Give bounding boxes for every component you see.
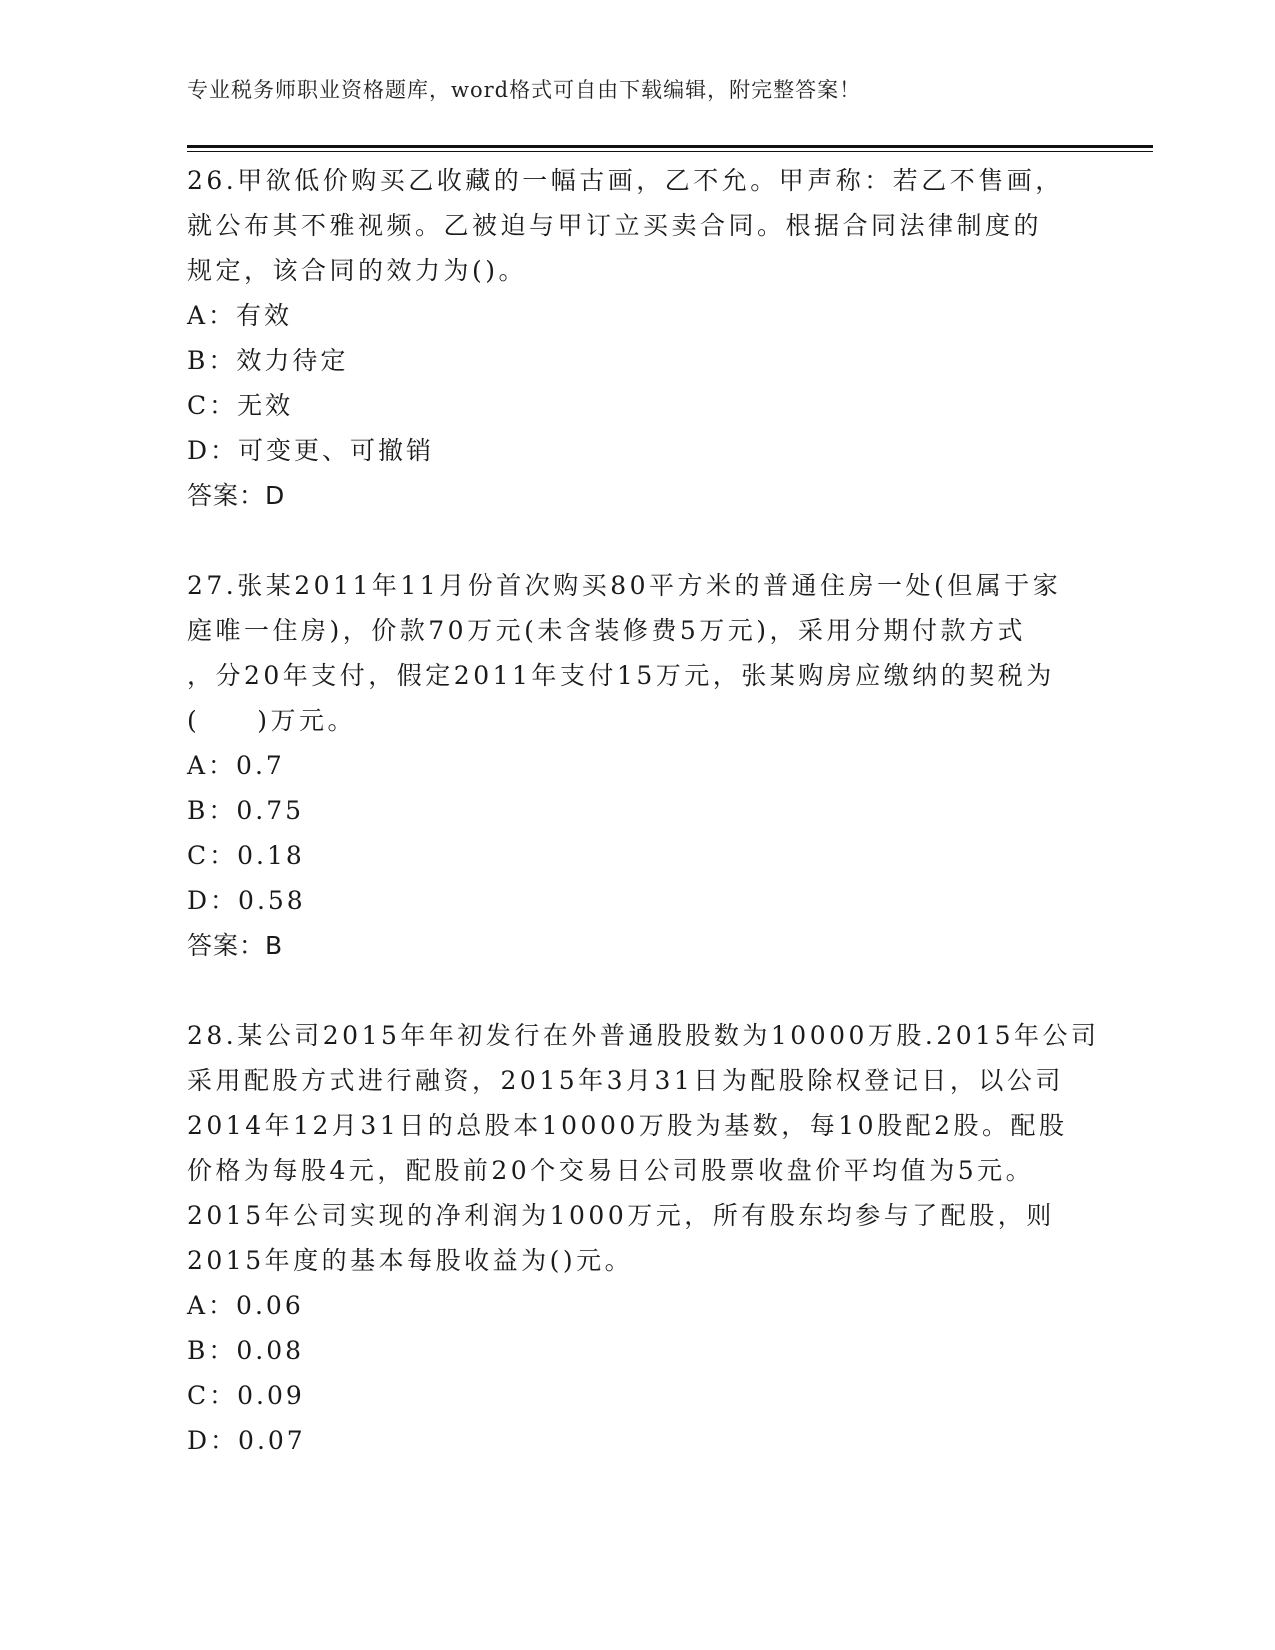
question-list	[187, 158, 1100, 1463]
question-line: 27.张某2011年11月份首次购买80平方米的普通住房一处(但属于家	[187, 571, 1062, 600]
question-line: 2015年度的基本每股收益为()元。	[187, 1246, 634, 1275]
question-27	[187, 563, 1087, 968]
answer-label: 答案：B	[187, 931, 284, 960]
option-d: D：0.58	[187, 886, 306, 915]
option-d: D：0.07	[187, 1426, 306, 1455]
option-b: B：0.75	[187, 796, 305, 825]
option-d: D：可变更、可撤销	[187, 436, 435, 465]
question-stem	[187, 158, 1087, 293]
question-line: 规定，该合同的效力为()。	[187, 256, 528, 285]
question-line: ，分20年支付，假定2011年支付15万元，张某购房应缴纳的契税为	[187, 661, 1055, 690]
question-line: 就公布其不雅视频。乙被迫与甲订立买卖合同。根据合同法律制度的	[187, 211, 1043, 240]
header-divider	[187, 145, 1153, 152]
question-stem	[187, 1013, 1100, 1283]
question-26	[187, 158, 1087, 518]
option-a: A：有效	[187, 301, 293, 330]
question-stem	[187, 563, 1087, 743]
question-line: 2015年公司实现的净利润为1000万元，所有股东均参与了配股，则	[187, 1201, 1055, 1230]
question-spacer	[187, 968, 1087, 1013]
option-c: C：0.18	[187, 841, 305, 870]
question-line: 庭唯一住房)，价款70万元(未含装修费5万元)，采用分期付款方式	[187, 616, 1026, 645]
option-c: C：0.09	[187, 1381, 305, 1410]
option-a: A：0.7	[187, 751, 285, 780]
question-spacer	[187, 518, 1087, 563]
question-line: 26.甲欲低价购买乙收藏的一幅古画，乙不允。甲声称：若乙不售画，	[187, 166, 1064, 195]
option-b: B：效力待定	[187, 346, 349, 375]
page-header: 专业税务师职业资格题库，word格式可自由下载编辑，附完整答案！	[187, 78, 862, 102]
answer-label: 答案：D	[187, 481, 286, 510]
question-28	[187, 1013, 1100, 1463]
question-line: 价格为每股4元，配股前20个交易日公司股票收盘价平均值为5元。	[187, 1156, 1035, 1185]
question-line: 采用配股方式进行融资，2015年3月31日为配股除权登记日，以公司	[187, 1066, 1064, 1095]
option-c: C：无效	[187, 391, 294, 420]
option-b: B：0.08	[187, 1336, 305, 1365]
question-line: 2014年12月31日的总股本10000万股为基数，每10股配2股。配股	[187, 1111, 1068, 1140]
question-line: ( )万元。	[187, 706, 357, 735]
question-line: 28.某公司2015年年初发行在外普通股股数为10000万股.2015年公司	[187, 1021, 1100, 1050]
option-a: A：0.06	[187, 1291, 304, 1320]
